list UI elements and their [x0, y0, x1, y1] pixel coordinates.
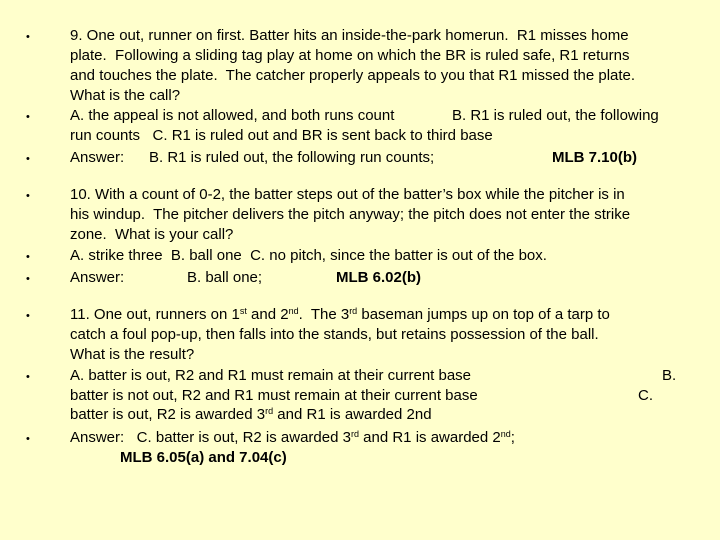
- q10-line-2: his windup. The pitcher delivers the pitch anyway; the pitch does not enter the strike: [70, 206, 631, 223]
- q11-option-b: batter is not out, R2 and R1 must remain at their current base: [70, 387, 478, 404]
- q11-line-2: catch a foul pop-up, then falls into the stands, but retains possession of the ball.: [70, 326, 599, 343]
- bullet: •: [26, 111, 30, 123]
- q9-option-b: B. R1 is ruled out, the following: [452, 107, 659, 124]
- q11-rule-reference: MLB 6.05(a) and 7.04(c): [120, 449, 287, 466]
- q10-line-3: zone. What is your call?: [70, 226, 234, 243]
- bullet: •: [26, 433, 30, 445]
- q11-option-c: batter is out, R2 is awarded 3rd and R1 is awarded 2nd: [70, 406, 432, 423]
- q11-line-1: 11. One out, runners on 1st and 2nd. The 3rd baseman jumps up on top of a tarp to: [70, 306, 610, 323]
- bullet: •: [26, 190, 30, 202]
- q9-option-a: A. the appeal is not allowed, and both runs count: [70, 107, 395, 124]
- q11-option-b-letter: B.: [662, 367, 677, 384]
- q11-option-c-letter: C.: [638, 387, 653, 404]
- q9-options-line-2: run counts C. R1 is ruled out and BR is sent back to third base: [70, 127, 493, 144]
- q11-option-a: A. batter is out, R2 and R1 must remain at their current base: [70, 367, 472, 384]
- bullet: •: [26, 153, 30, 165]
- bullet: •: [26, 31, 30, 43]
- q9-line-4: What is the call?: [70, 87, 181, 104]
- q9-line-3: and touches the plate. The catcher properly appeals to you that R1 missed the plate.: [70, 67, 636, 84]
- q9-answer-text: B. R1 is ruled out, the following run counts;: [149, 149, 435, 166]
- q10-answer-text: B. ball one;: [187, 269, 263, 286]
- q10-line-1: 10. With a count of 0-2, the batter steps out of the batter’s box while the pitcher is in: [70, 186, 625, 203]
- q11-answer: Answer: C. batter is out, R2 is awarded 3rd and R1 is awarded 2nd;: [70, 429, 515, 446]
- q9-rule-reference: MLB 7.10(b): [552, 149, 638, 166]
- q10-answer-label: Answer:: [70, 269, 125, 286]
- q9-line-2: plate. Following a sliding tag play at home on which the BR is ruled safe, R1 returns: [70, 47, 630, 64]
- bullet: •: [26, 251, 30, 263]
- q9-answer-label: Answer:: [70, 149, 125, 166]
- bullet: •: [26, 371, 30, 383]
- bullet: •: [26, 273, 30, 285]
- q9-line-1: 9. One out, runner on first. Batter hits an inside-the-park homerun. R1 misses home: [70, 27, 629, 44]
- q10-options: A. strike three B. ball one C. no pitch, since the batter is out of the box.: [70, 247, 547, 264]
- q11-line-3: What is the result?: [70, 346, 195, 363]
- bullet: •: [26, 310, 30, 322]
- q10-rule-reference: MLB 6.02(b): [336, 269, 422, 286]
